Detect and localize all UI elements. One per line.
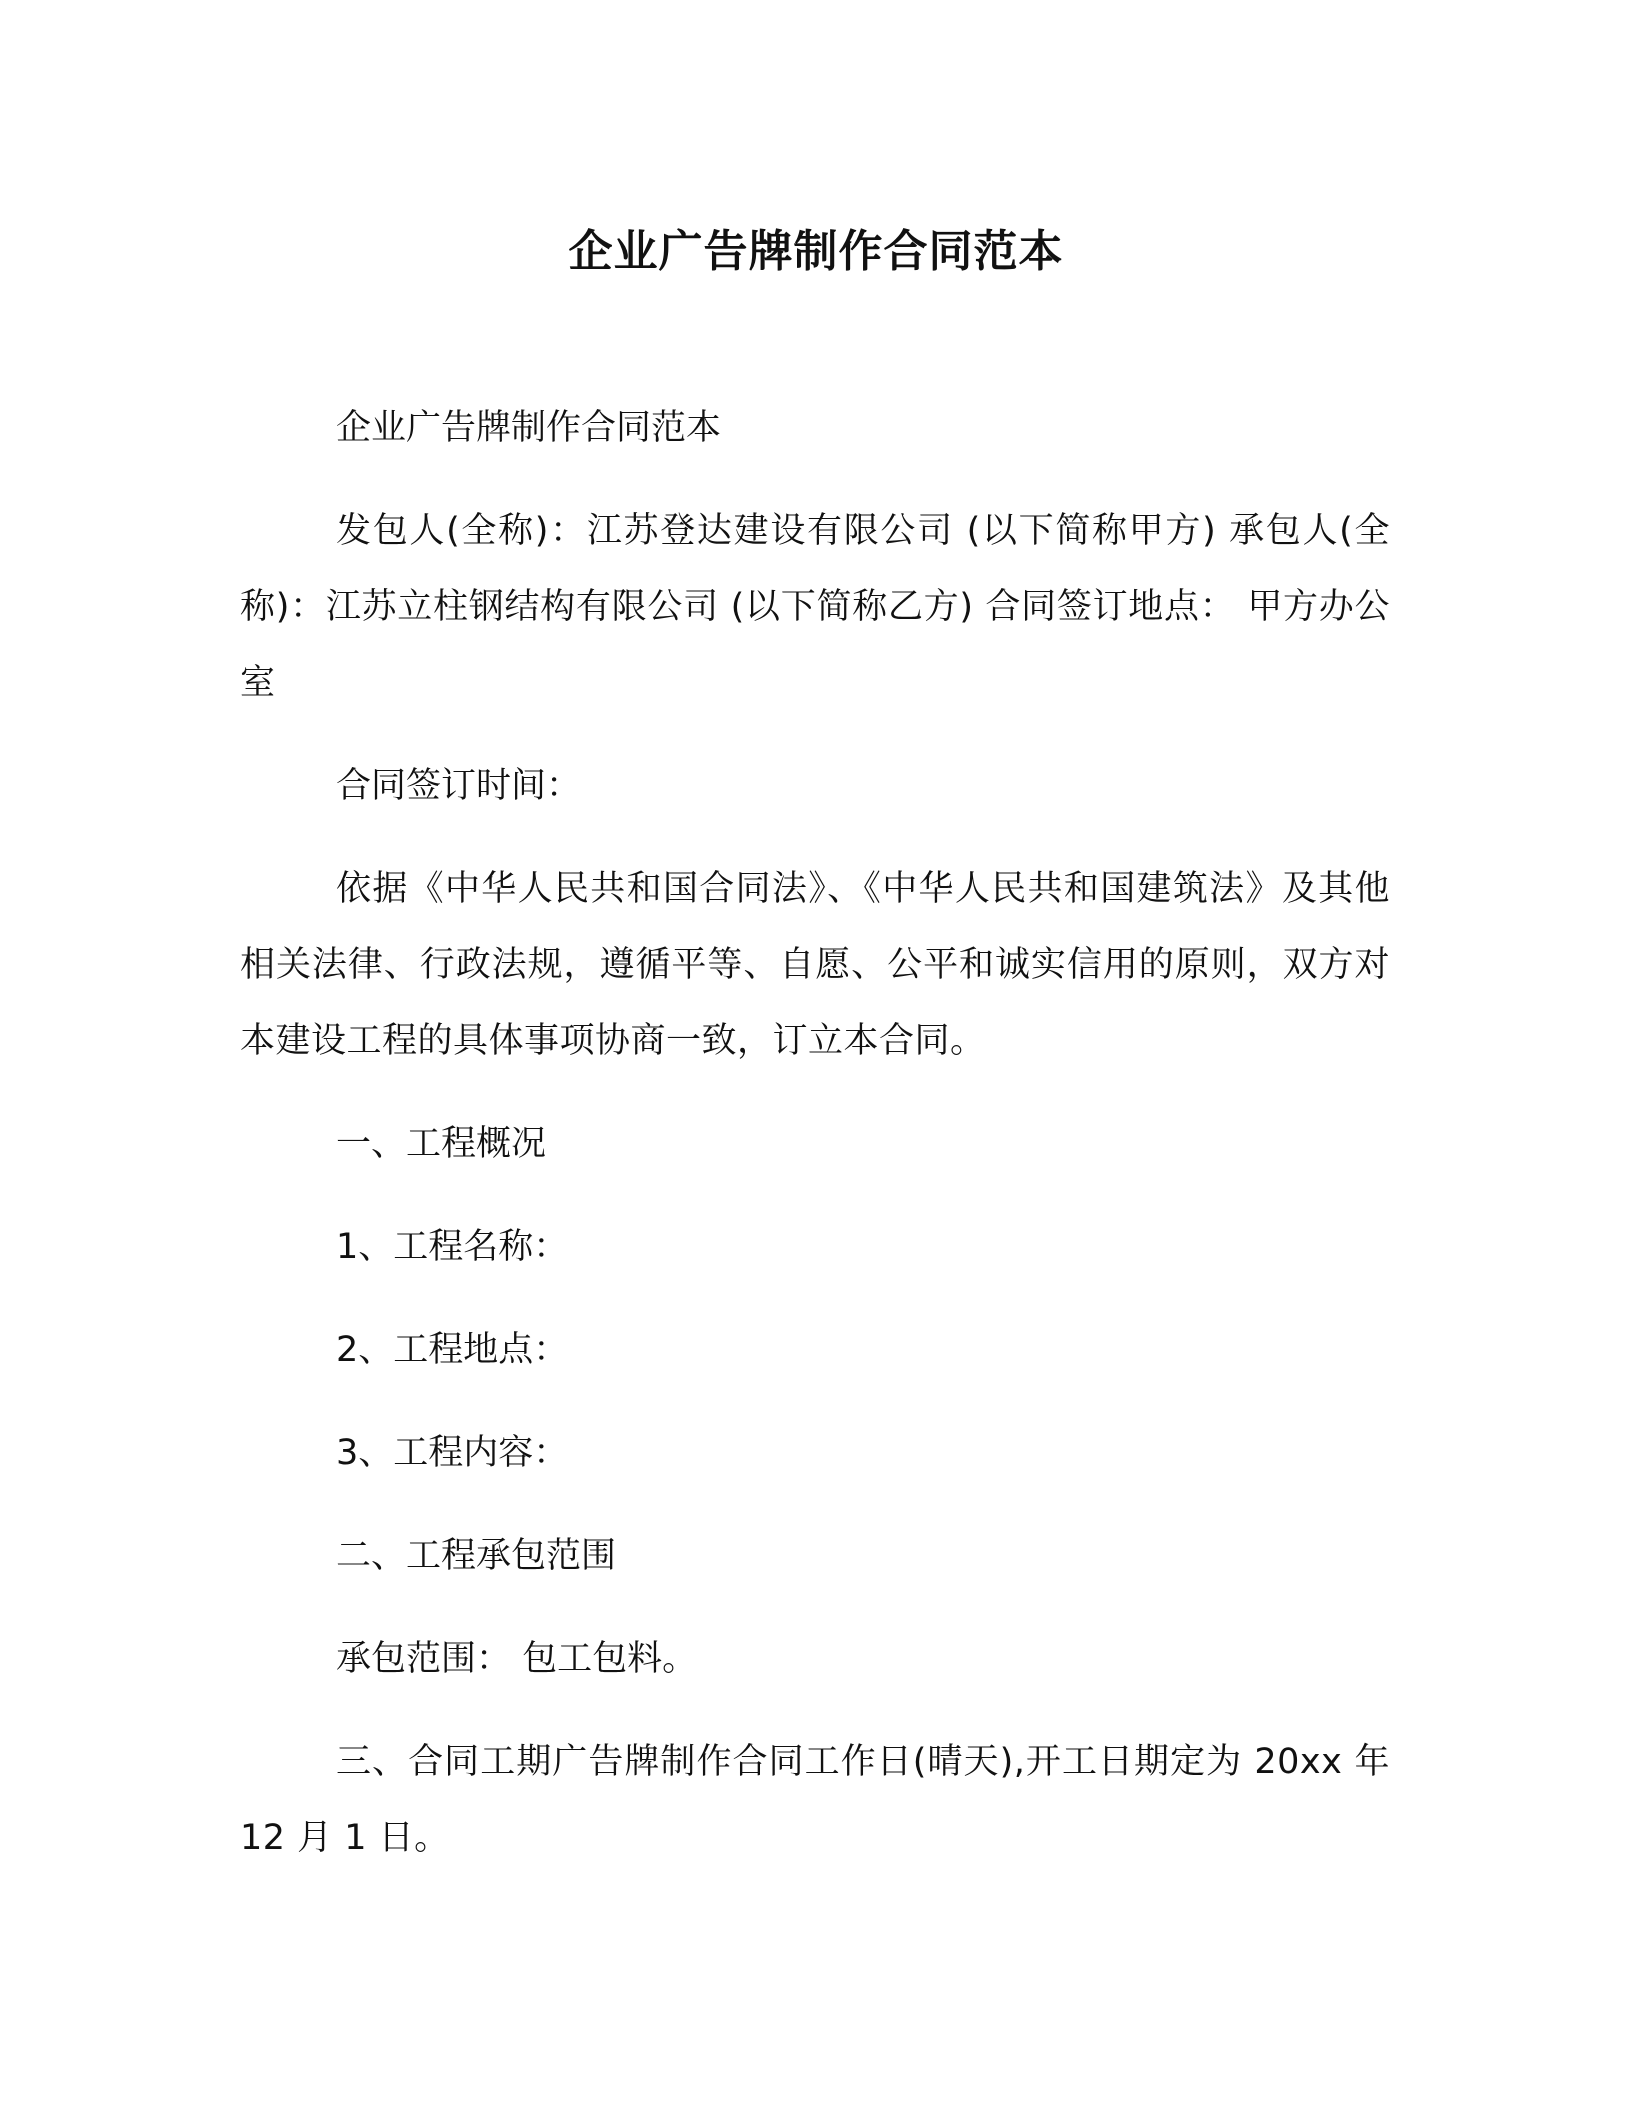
paragraph-legal-basis: 依据《中华人民共和国合同法》、《中华人民共和国建筑法》及其他相关法律、行政法规，遵循平等、自愿、公平和诚实信用的原则，双方对本建设工程的具体事项协商一致，订立本合同。 (240, 869, 1390, 1061)
list-item-project-location: 2、工程地点： (336, 1330, 569, 1370)
section-heading-contract-scope: 二、工程承包范围 (336, 1536, 617, 1576)
paragraph-subtitle: 企业广告牌制作合同范本 (336, 408, 722, 448)
paragraph-contract-scope: 承包范围： 包工包料。 (336, 1639, 698, 1679)
list-item-project-content: 3、工程内容： (336, 1433, 569, 1473)
paragraph-contract-period: 三、合同工期广告牌制作合同工作日(晴天),开工日期定为 20xx 年 12 月 1 日。 (240, 1742, 1390, 1858)
paragraph-parties: 发包人(全称)：江苏登达建设有限公司 (以下简称甲方) 承包人(全称)：江苏立柱钢结构有限公司 (以下简称乙方) 合同签订地点： 甲方办公室 (240, 511, 1390, 703)
document-title: 企业广告牌制作合同范本 (568, 226, 1064, 277)
list-item-project-name: 1、工程名称： (336, 1227, 569, 1267)
section-heading-project-overview: 一、工程概况 (336, 1124, 547, 1164)
document-body (240, 390, 1390, 1903)
paragraph-signing-time: 合同签订时间： (336, 766, 582, 806)
